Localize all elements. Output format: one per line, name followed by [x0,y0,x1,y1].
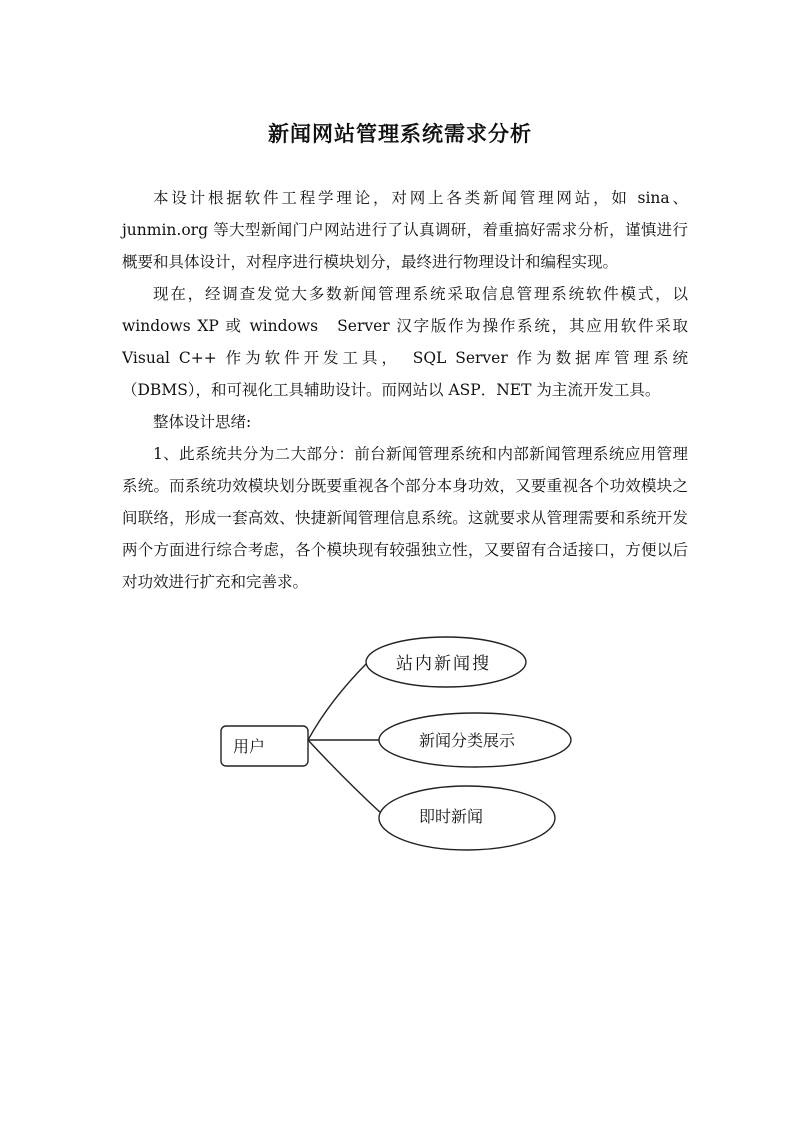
paragraph-survey: 现在，经调查发觉大多数新闻管理系统采取信息管理系统软件模式，以 windows XP 或 windows Server 汉字版作为操作系统，其应用软件采取 Visual C++ 作为软件开发工具， SQL Server 作为数据库管理系统（DBMS），和可视化工具辅助设计。而网站以 ASP．NET 为主流开发工具。 [122,285,688,399]
user-label: 用户 [233,737,266,756]
connector-to-instant [308,740,383,815]
module-diagram [0,620,800,880]
paragraph-overall-design: 整体设计思绪: [153,413,252,431]
node-category-label: 新闻分类展示 [419,731,516,750]
connector-to-search [308,662,368,740]
document-body [122,182,688,598]
node-search-label: 站内新闻搜 [396,654,491,674]
paragraph-intro: 本设计根据软件工程学理论，对网上各类新闻管理网站，如 sina、junmin.org 等大型新闻门户网站进行了认真调研，着重搞好需求分析，谨慎进行概要和具体设计，对程序进行模块划分，最终进行物理设计和编程实现。 [122,189,688,271]
document-title: 新闻网站管理系统需求分析 [268,121,532,146]
paragraph-system-parts: 1、此系统共分为二大部分：前台新闻管理系统和内部新闻管理系统应用管理系统。而系统功效模块划分既要重视各个部分本身功效，又要重视各个功效模块之间联络，形成一套高效、快捷新闻管理信息系统。这就要求从管理需要和系统开发两个方面进行综合考虑，各个模块现有较强独立性，又要留有合适接口，方便以后对功效进行扩充和完善求。 [122,445,688,591]
node-instant-label: 即时新闻 [419,807,484,826]
